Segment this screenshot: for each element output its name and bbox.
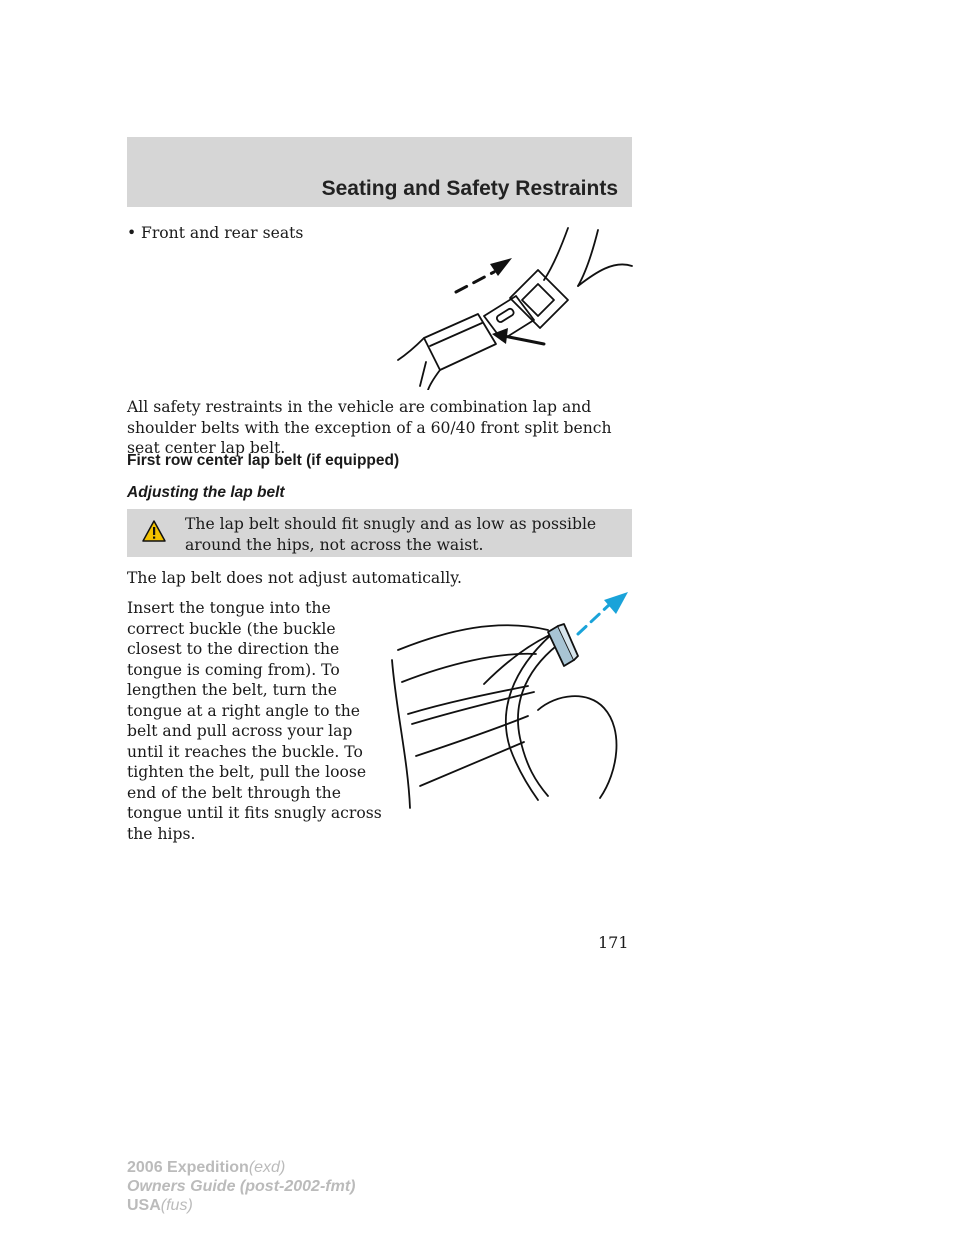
warning-triangle-icon: [141, 519, 167, 543]
footer-market-code: (fus): [160, 1197, 193, 1214]
thigh-outline: [538, 696, 616, 798]
lower-belt-edge: [428, 370, 440, 390]
lap-contour: [402, 654, 536, 682]
header-band: [127, 137, 632, 207]
section-title: Seating and Safety Restraints: [321, 177, 618, 200]
pull-arrow-head: [604, 592, 628, 614]
center-lap-belt-heading: First row center lap belt (if equipped): [127, 452, 400, 469]
insert-arrow-line: [456, 272, 494, 292]
adjusting-lap-belt-heading: Adjusting the lap belt: [127, 484, 285, 501]
footer-line-2: [127, 1177, 355, 1196]
buckle-illustration: [390, 220, 640, 390]
lap-contour: [398, 625, 548, 650]
lower-belt-edge: [398, 338, 424, 360]
insert-tongue-paragraph: Insert the tongue into the correct buckle (the buckle closest to the direction the tongue is coming from). To lengthen the belt, turn the tongue at a right angle to the belt and pull across your lap until it reaches the buckle. To tighten the belt, pull the loose end of the belt through the tongue until it fits snugly across the hips.: [127, 599, 382, 843]
restraints-paragraph: All safety restraints in the vehicle are combination lap and shoulder belts with the exception of a 60/40 front split bench seat center lap belt.: [127, 398, 612, 457]
footer-guide: Owners Guide (post-2002-fmt): [127, 1178, 356, 1195]
bullet-item: [127, 223, 303, 244]
footer-market: USA: [127, 1197, 161, 1214]
footer-model: 2006 Expedition: [127, 1159, 249, 1176]
lap-contour: [408, 686, 528, 714]
lap-belt-illustration: [388, 590, 636, 812]
warning-text: The lap belt should fit snugly and as low as possible around the hips, not across the waist.: [185, 515, 597, 554]
belt-edge: [544, 228, 568, 280]
warning-box: [127, 509, 632, 557]
pull-arrow-line: [578, 604, 610, 634]
lower-belt-edge: [420, 362, 426, 386]
bullet-marker: •: [127, 224, 137, 242]
seat-edge: [392, 660, 410, 808]
footer: [127, 1158, 355, 1215]
pointer-arrow-line: [504, 336, 544, 344]
buckle-body: [424, 314, 496, 370]
bullet-text: Front and rear seats: [141, 224, 304, 242]
footer-line-3: [127, 1196, 355, 1215]
footer-model-code: (exd): [248, 1159, 286, 1176]
page-number: 171: [598, 933, 629, 952]
no-adjust-paragraph: The lap belt does not adjust automatically.: [127, 569, 462, 587]
tongue-slot: [496, 308, 515, 323]
buckle-edge: [430, 323, 482, 346]
footer-line-1: [127, 1158, 355, 1177]
